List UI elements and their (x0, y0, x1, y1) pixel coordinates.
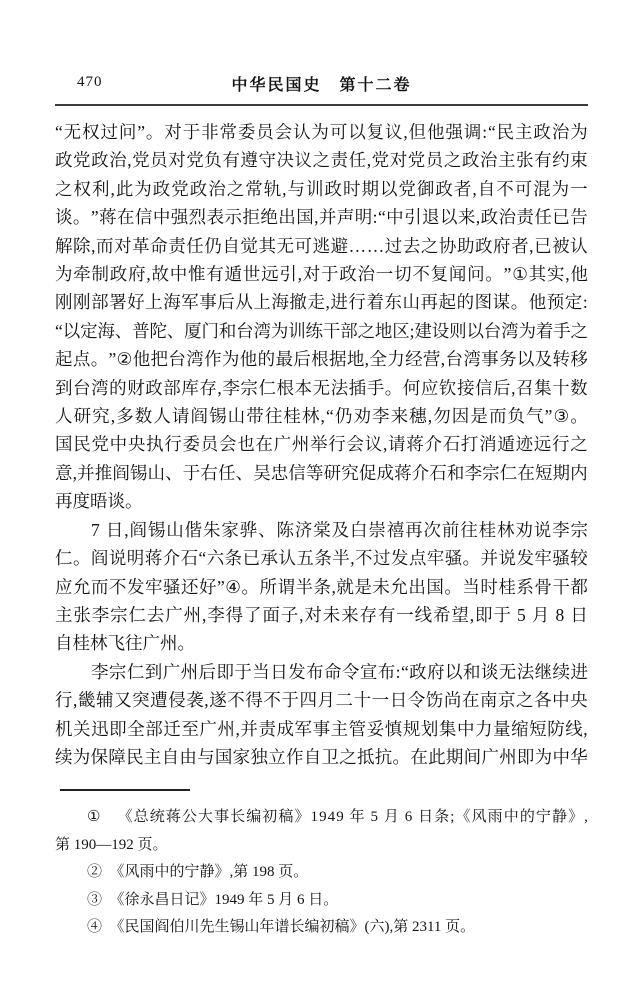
footnote-line: 第 190—192 页。 (55, 836, 168, 853)
footnote-divider (60, 789, 190, 791)
body-line: 为 牵 制 政 府 , 故 中 惟 有 遁 世 远 引 , 对 于 政 治 一 切 不 复 闻 问 。 ” ① 其 实 , 他 (55, 264, 588, 285)
footnote-line: ② 《风雨中的宁静》,第 198 页。 (87, 864, 309, 881)
body-line: 续 为 保 障 民 主 自 由 与 国 家 独 立 作 自 卫 之 抵 抗 。 在 此 期 间 广 州 即 为 中 华 (55, 746, 588, 767)
body-line: 谈 。 ” 蒋 在 信 中 强 烈 表 示 拒 绝 出 国 , 并 声 明 : “ 中 引 退 以 来 , 政 治 责 任 已 告 (55, 207, 588, 228)
footnote-line: ④ 《民国阎伯川先生锡山年谱长编初稿》(六),第 2311 页。 (87, 919, 476, 936)
footnotes (55, 804, 588, 942)
body-line: 国 民 党 中 央 执 行 委 员 会 也 在 广 州 举 行 会 议 , 请 蒋 介 石 打 消 遁 迹 远 行 之 (55, 434, 588, 455)
body-line: 之 权 利 , 此 为 政 党 政 治 之 常 轨 , 与 训 政 时 期 以 党 御 政 者 , 自 不 可 混 为 一 (55, 178, 588, 199)
body-line: 到 台 湾 的 财 政 部 库 存 , 李 宗 仁 根 本 无 法 插 手 。 何 应 钦 接 信 后 , 召 集 十 数 (55, 377, 588, 398)
body-line: 应 允 而 不 发 牢 骚 还 好 ” ④ 。 所 谓 半 条 , 就 是 未 允 出 国 。 当 时 桂 系 骨 干 都 (55, 576, 588, 597)
page-header (55, 72, 588, 94)
body-line: 机 关 迅 即 全 部 迁 至 广 州 , 并 责 成 军 事 主 管 妥 慎 规 划 集 中 力 量 缩 短 防 线 , (55, 718, 588, 739)
page-number: 470 (77, 74, 103, 90)
body-line: 意 , 并 推 阎 锡 山 、 于 右 任 、 吴 忠 信 等 研 究 促 成 蒋 介 石 和 李 宗 仁 在 短 期 内 (55, 462, 588, 483)
header-rule (55, 104, 588, 106)
footnote-line: ③ 《徐永昌日记》1949 年 5 月 6 日。 (87, 891, 339, 908)
body-line: 李 宗 仁 到 广 州 后 即 于 当 日 发 布 命 令 宣 布 : “ 政 府 以 和 谈 无 法 继 续 进 (91, 661, 588, 682)
body-line: 主 张 李 宗 仁 去 广 州 , 李 得 了 面 子 , 对 未 来 存 有 一 线 希 望 , 即 于 5 月 8 日 (55, 604, 588, 625)
running-title: 中华民国史 第十二卷 (231, 77, 412, 94)
body-line: 政 党 政 治 , 党 员 对 党 负 有 遵 守 决 议 之 责 任 , 党 对 党 员 之 政 治 主 张 有 约 束 (55, 150, 588, 171)
body-line: “ 无 权 过 问 ” 。 对 于 非 常 委 员 会 认 为 可 以 复 议 , 但 他 强 调 : “ 民 主 政 治 为 (55, 122, 588, 142)
page-body (55, 118, 588, 771)
body-line: 起 点 。 ” ② 他 把 台 湾 作 为 他 的 最 后 根 据 地 , 全 力 经 营 , 台 湾 事 务 以 及 转 移 (55, 349, 588, 370)
page-content (55, 0, 588, 942)
body-line: 再度晤谈。 (55, 491, 143, 512)
footnote-line: ① 《 总 统 蒋 公 大 事 长 编 初 稿 》 1 9 4 9 年 5 月 6 日 条 ; 《 风 雨 中 的 宁 静 》 , (87, 809, 588, 826)
body-line: 7 日 , 阎 锡 山 偕 朱 家 骅 、 陈 济 棠 及 白 崇 禧 再 次 前 往 桂 林 劝 说 李 宗 (91, 519, 588, 540)
body-line: “ 以 定 海 、 普 陀 、 厦 门 和 台 湾 为 训 练 干 部 之 地 区 ; 建 设 则 以 台 湾 为 着 手 之 (55, 320, 589, 341)
body-line: 刚 刚 部 署 好 上 海 军 事 后 从 上 海 撤 走 , 进 行 着 东 山 再 起 的 图 谋 。 他 预 定 : (55, 292, 588, 313)
body-line: 人 研 究 , 多 数 人 请 阎 锡 山 带 往 桂 林 , “ 仍 劝 李 来 穗 , 勿 因 是 而 负 气 ” ③ 。 (55, 406, 588, 427)
body-line: 行 , 畿 辅 又 突 遭 侵 袭 , 遂 不 得 不 于 四 月 二 十 一 日 令 饬 尚 在 南 京 之 各 中 央 (55, 690, 588, 711)
body-line: 自桂林飞往广州。 (55, 633, 195, 654)
body-line: 解 除 , 而 对 革 命 责 任 仍 自 觉 其 无 可 逃 避 … … 过 去 之 协 助 政 府 者 , 已 被 认 (55, 235, 588, 256)
body-line: 仁 。 阎 说 明 蒋 介 石 “ 六 条 已 承 认 五 条 半 , 不 过 发 点 牢 骚 。 并 说 发 牢 骚 较 (55, 548, 588, 569)
